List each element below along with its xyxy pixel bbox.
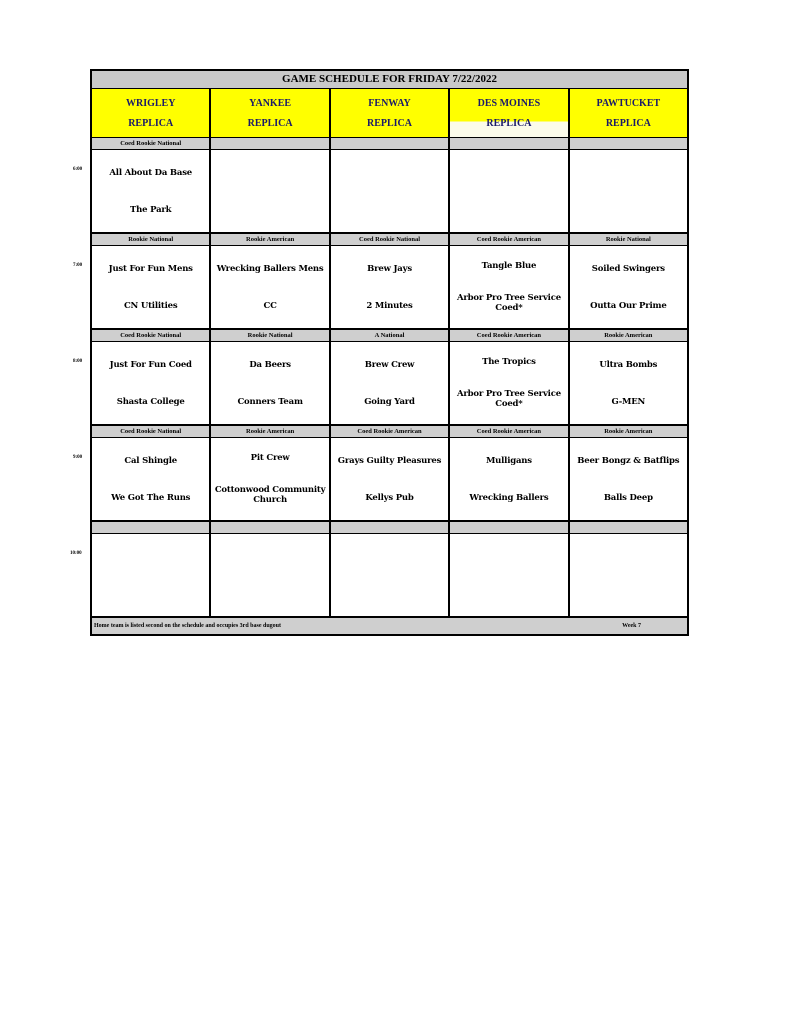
game-cell [450, 438, 569, 520]
division-row [92, 426, 687, 438]
game-cell [211, 438, 330, 520]
time-label: 7:00 [73, 263, 83, 268]
time-label: 10:00 [70, 551, 82, 556]
division-label: Coed Rookie National [92, 138, 211, 149]
away-team: All About Da Base [109, 167, 192, 178]
field-header-wrigley [92, 89, 211, 137]
field-name: DES MOINES [477, 97, 541, 109]
away-team: Just For Fun Coed [109, 359, 192, 370]
game-cell [570, 150, 687, 232]
game-cell [570, 342, 687, 424]
away-team: Mulligans [485, 455, 532, 466]
away-team: The Tropics [482, 357, 536, 367]
away-team: Tangle Blue [481, 261, 537, 271]
time-label: 9:00 [73, 455, 83, 460]
division-label [92, 522, 211, 533]
division-label: Coed Rookie American [450, 330, 569, 341]
field-sub: REPLICA [605, 117, 651, 129]
footer-note: Home team is listed second on the schedule and occupies 3rd base dugout [94, 623, 282, 629]
division-label [570, 522, 687, 533]
field-name: WRIGLEY [125, 97, 176, 109]
division-label: Coed Rookie National [331, 234, 450, 245]
game-cell [331, 534, 450, 616]
time-slot-row [92, 438, 687, 522]
division-label: Rookie American [604, 332, 653, 339]
home-team: Cottonwood Community Church [214, 485, 326, 505]
division-label: A National [331, 330, 450, 341]
division-row [92, 330, 687, 342]
division-label: Rookie National [92, 234, 211, 245]
field-name: PAWTUCKET [596, 97, 661, 109]
home-team: Conners Team [237, 396, 303, 407]
field-sub: REPLICA [128, 117, 174, 129]
schedule-table [90, 69, 689, 636]
division-label: Rookie National [211, 330, 330, 341]
field-sub: REPLICA [367, 117, 413, 129]
field-header-row [92, 89, 687, 138]
away-team: Da Beers [249, 359, 291, 370]
division-row [92, 522, 687, 534]
home-team: Arbor Pro Tree Service Coed* [456, 293, 561, 313]
division-label: Coed Rookie National [92, 426, 211, 437]
game-cell [450, 150, 569, 232]
away-team: Brew Jays [367, 263, 412, 274]
week-label: Week 7 [622, 623, 641, 629]
division-label: Rookie National [605, 236, 651, 243]
field-header-des-moines [450, 89, 569, 137]
away-team: Soiled Swingers [591, 263, 665, 274]
home-team: Balls Deep [603, 492, 653, 503]
home-team: 2 Minutes [366, 300, 413, 311]
time-slot-row [92, 534, 687, 618]
away-team: Grays Guilty Pleasures [337, 455, 442, 466]
division-label: Coed Rookie American [450, 234, 569, 245]
game-cell [92, 534, 211, 616]
field-name: YANKEE [249, 97, 292, 109]
time-slot-row [92, 246, 687, 330]
game-cell [92, 438, 211, 520]
schedule-title: GAME SCHEDULE FOR FRIDAY 7/22/2022 [92, 71, 687, 89]
home-team: Outta Our Prime [590, 300, 667, 311]
schedule-footer [92, 618, 687, 634]
home-team: Arbor Pro Tree Service Coed* [456, 389, 561, 409]
away-team: Just For Fun Mens [108, 263, 193, 274]
division-label: Coed Rookie American [331, 426, 450, 437]
away-team: Beer Bongz & Batflips [577, 455, 680, 466]
division-label [211, 522, 330, 533]
division-label: Rookie American [604, 428, 653, 435]
game-cell [570, 534, 687, 616]
home-team: G-MEN [611, 396, 646, 407]
time-label: 8:00 [73, 359, 83, 364]
game-cell [211, 342, 330, 424]
game-cell [331, 342, 450, 424]
field-header-yankee [211, 89, 330, 137]
field-sub: REPLICA [486, 117, 532, 129]
division-label [570, 138, 687, 149]
game-cell [211, 150, 330, 232]
division-label [450, 522, 569, 533]
field-name: FENWAY [368, 97, 411, 109]
away-team: Brew Crew [364, 359, 415, 370]
field-header-pawtucket [570, 89, 687, 137]
away-team: Pit Crew [250, 453, 290, 463]
division-label: Rookie American [211, 426, 330, 437]
time-slot-row [92, 150, 687, 234]
division-label: Rookie American [211, 234, 330, 245]
home-team: CN Utilities [123, 300, 178, 311]
away-team: Cal Shingle [124, 455, 177, 466]
game-cell [92, 246, 211, 328]
game-cell [92, 342, 211, 424]
game-cell [331, 246, 450, 328]
game-cell [331, 150, 450, 232]
game-cell [570, 438, 687, 520]
game-cell [92, 150, 211, 232]
game-cell [450, 534, 569, 616]
game-cell [211, 534, 330, 616]
division-label [450, 138, 569, 149]
home-team: The Park [130, 204, 172, 215]
field-header-fenway [331, 89, 450, 137]
game-cell [570, 246, 687, 328]
home-team: Wrecking Ballers [469, 492, 549, 503]
division-row [92, 138, 687, 150]
division-label [331, 522, 450, 533]
time-slot-row [92, 342, 687, 426]
home-team: Going Yard [364, 396, 415, 407]
away-team: Wrecking Ballers Mens [216, 263, 324, 274]
division-label [331, 138, 450, 149]
division-label: Coed Rookie American [450, 426, 569, 437]
division-label [211, 138, 330, 149]
game-cell [211, 246, 330, 328]
home-team: CC [263, 300, 277, 311]
home-team: Shasta College [116, 396, 185, 407]
division-label: Coed Rookie National [92, 330, 211, 341]
field-sub: REPLICA [247, 117, 293, 129]
away-team: Ultra Bombs [599, 359, 658, 370]
game-cell [331, 438, 450, 520]
home-team: Kellys Pub [365, 492, 414, 503]
division-row [92, 234, 687, 246]
home-team: We Got The Runs [111, 492, 191, 503]
game-cell [450, 246, 569, 328]
game-cell [450, 342, 569, 424]
time-label: 6:00 [73, 167, 83, 172]
